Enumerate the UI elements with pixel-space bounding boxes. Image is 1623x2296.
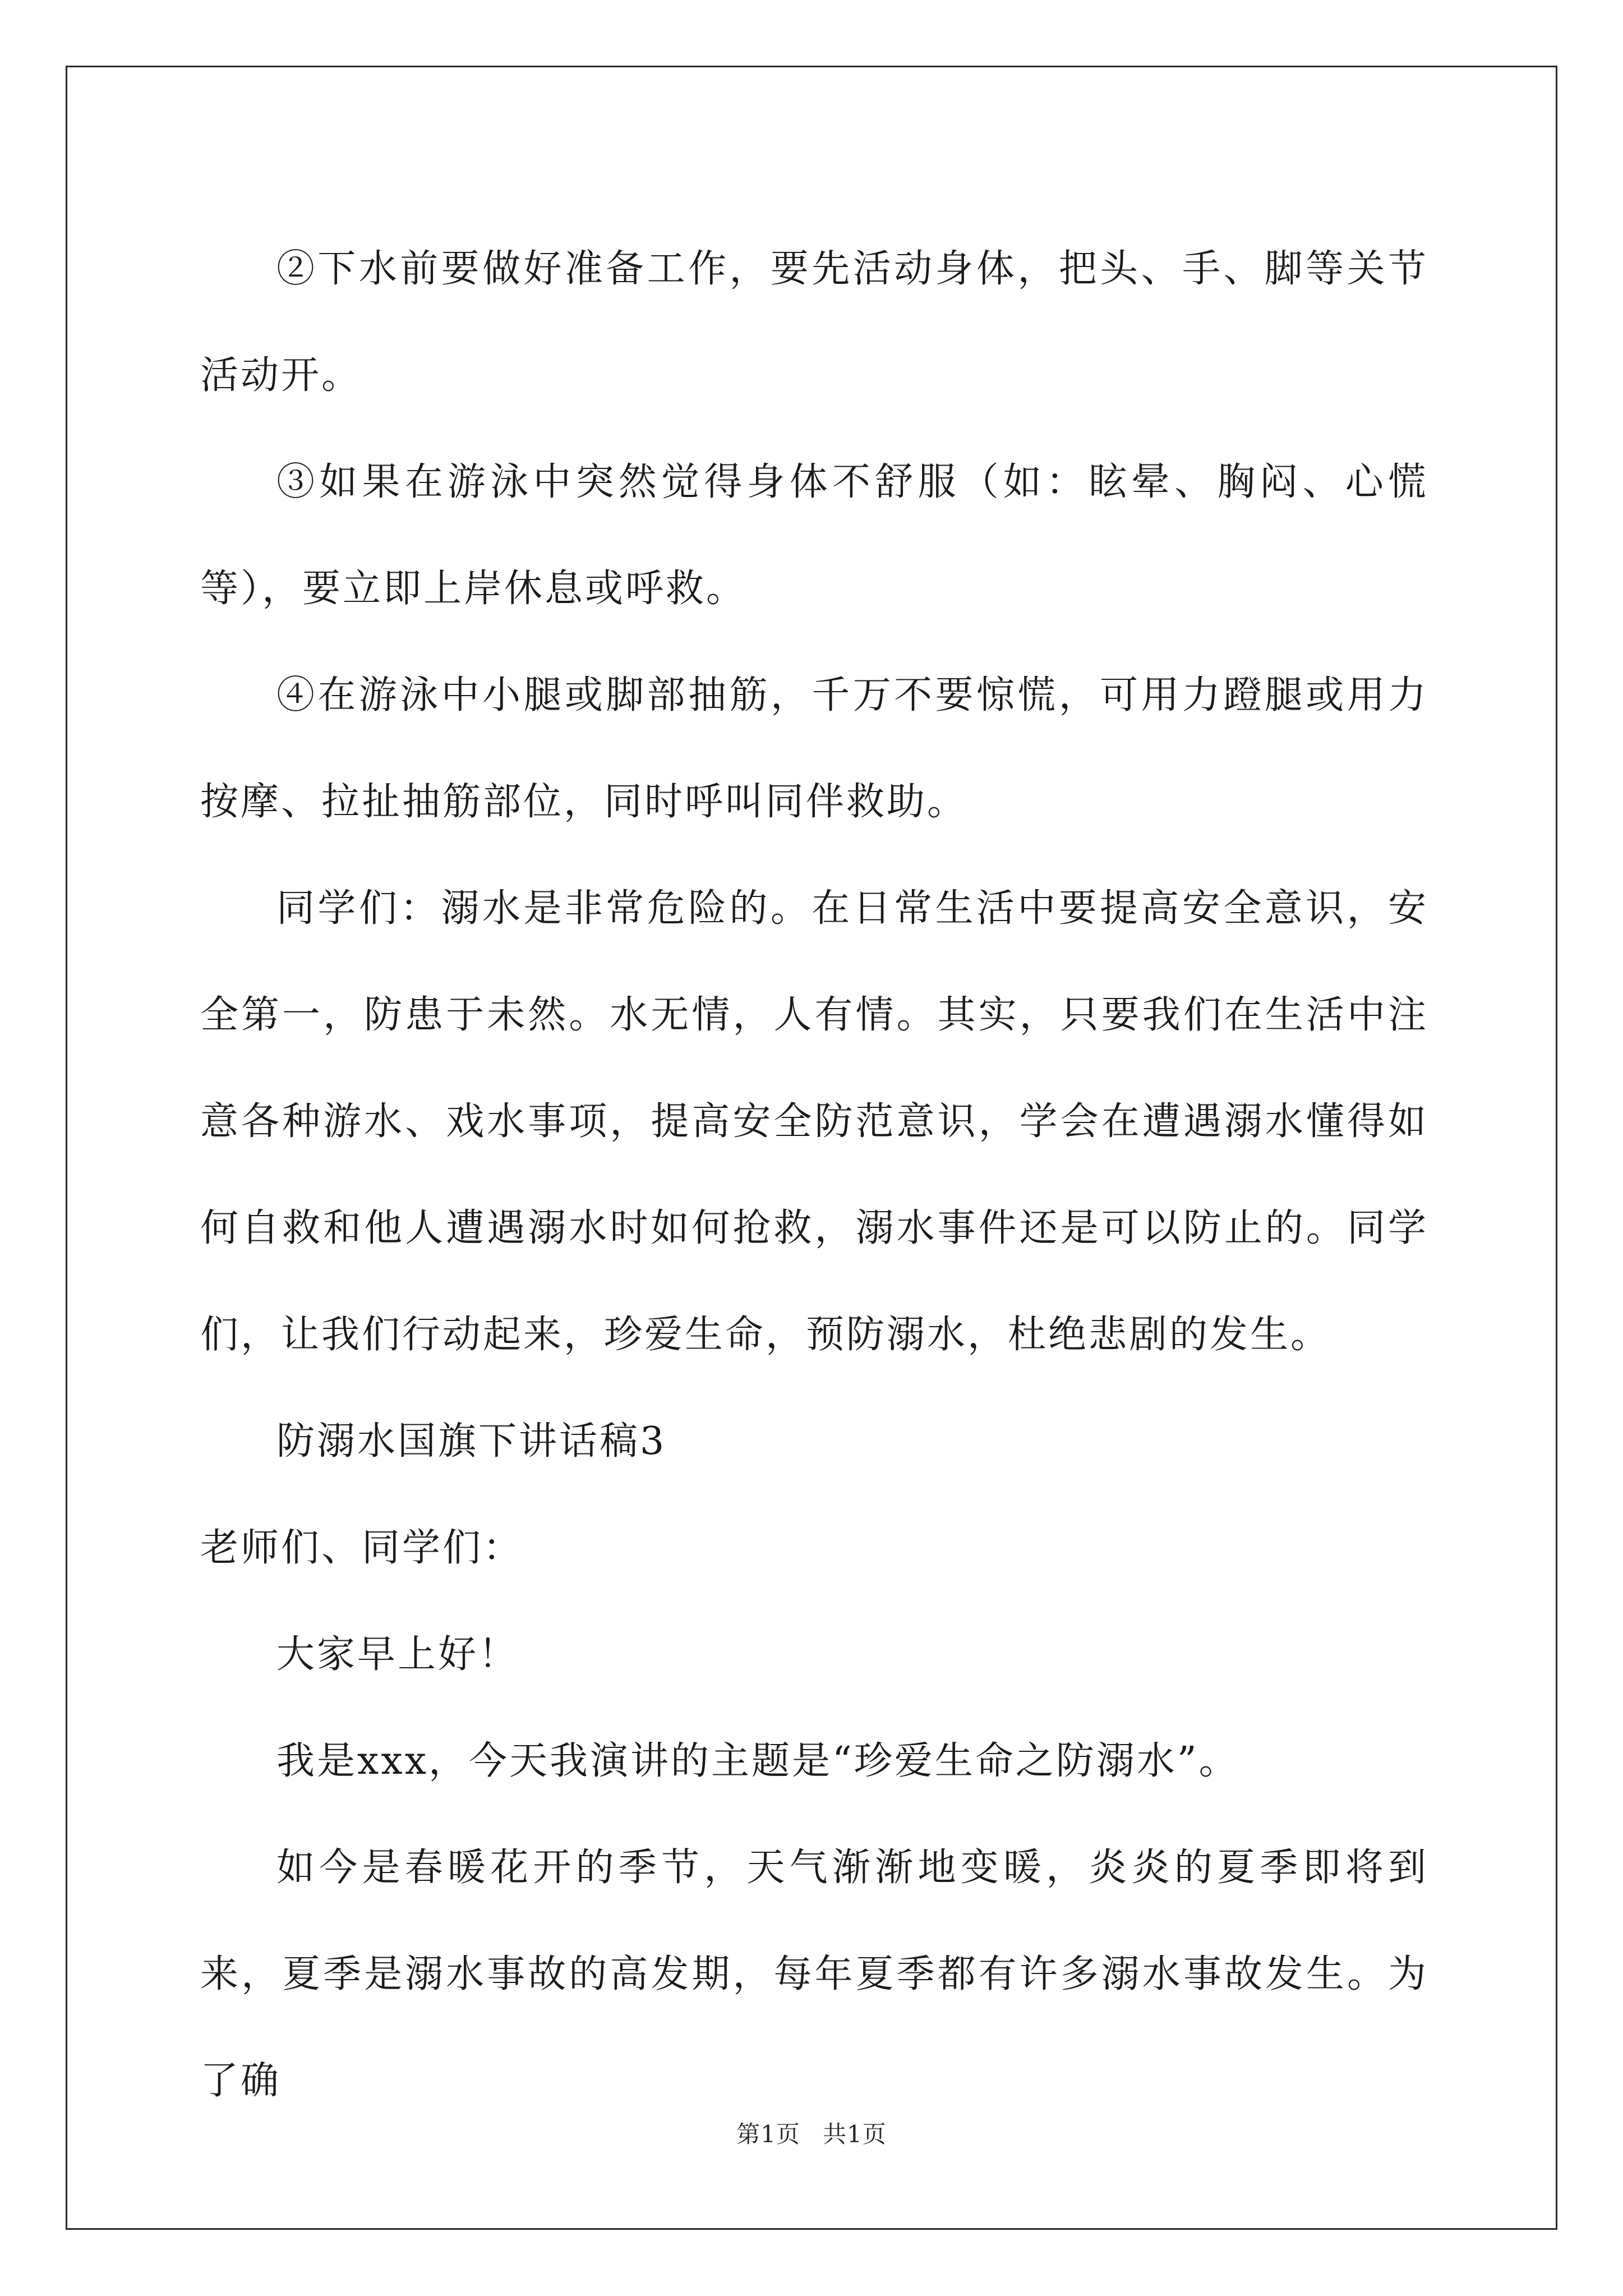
page-footer (0, 2118, 1623, 2151)
paragraph-preparation: ②下水前要做好准备工作，要先活动身体，把头、手、脚等关节活动开。 (200, 247, 1428, 398)
page-number: 第1页 (736, 2120, 800, 2148)
paragraph-discomfort: ③如果在游泳中突然觉得身体不舒服（如：眩晕、胸闷、心慌等），要立即上岸休息或呼救。 (200, 460, 1428, 611)
section-title: 防溺水国旗下讲话稿3 (276, 1419, 667, 1464)
paragraph-cramp: ④在游泳中小腿或脚部抽筋，千万不要惊慌，可用力蹬腿或用力按摩、拉扯抽筋部位，同时呼叫同伴救助。 (200, 673, 1428, 824)
greeting: 大家早上好！ (276, 1632, 519, 1677)
page-total: 共1页 (823, 2120, 887, 2148)
salutation: 老师们、同学们： (200, 1526, 524, 1570)
speech-topic: 我是xxx，今天我演讲的主题是“珍爱生命之防溺水”。 (276, 1739, 1239, 1783)
document-body (200, 216, 1428, 2134)
paragraph-season: 如今是春暖花开的季节，天气渐渐地变暖，炎炎的夏季即将到来，夏季是溺水事故的高发期，每年夏季都有许多溺水事故发生。为了确 (200, 1846, 1428, 2103)
paragraph-summary: 同学们：溺水是非常危险的。在日常生活中要提高安全意识，安全第一，防患于未然。水无情，人有情。其实，只要我们在生活中注意各种游水、戏水事项，提高安全防范意识，学会在遭遇溺水懂得如何自救和他人遭遇溺水时如何抢救，溺水事件还是可以防止的。同学们，让我们行动起来，珍爱生命，预防溺水，杜绝悲剧的发生。 (200, 886, 1428, 1357)
